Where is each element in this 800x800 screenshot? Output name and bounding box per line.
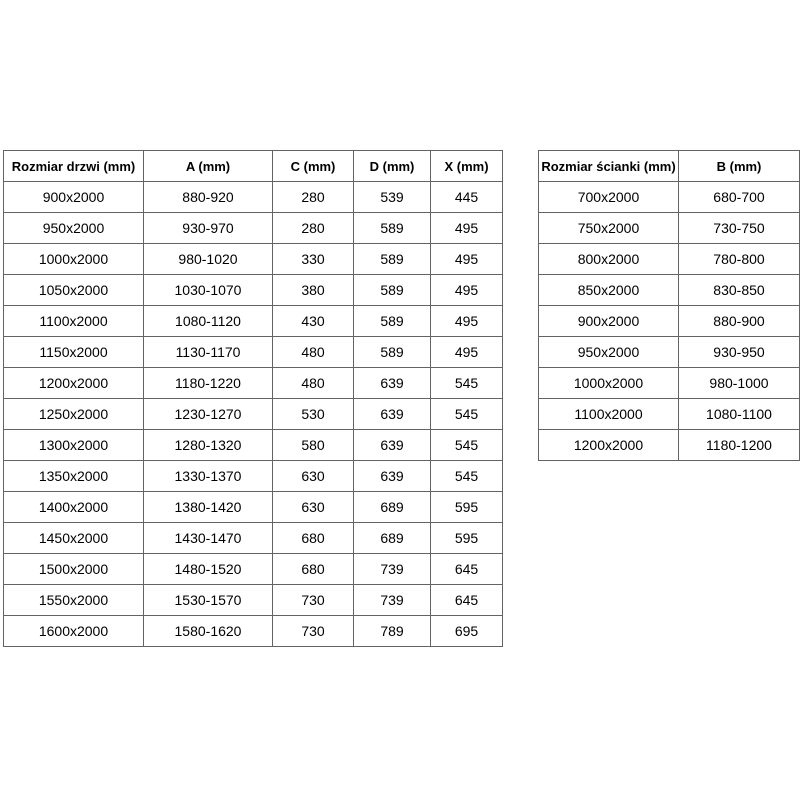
- table-cell: 800x2000: [539, 244, 679, 275]
- column-header: B (mm): [679, 151, 800, 182]
- table-cell: 1580-1620: [144, 616, 273, 647]
- table-cell: 280: [273, 182, 354, 213]
- table-row: [4, 182, 503, 213]
- table-row: [4, 244, 503, 275]
- table-row: [4, 430, 503, 461]
- table-row: [539, 213, 800, 244]
- column-header: Rozmiar drzwi (mm): [4, 151, 144, 182]
- table-row: [4, 368, 503, 399]
- table-cell: 1230-1270: [144, 399, 273, 430]
- table-cell: 739: [354, 554, 431, 585]
- wall-size-table: [538, 150, 800, 461]
- table-cell: 750x2000: [539, 213, 679, 244]
- table-cell: 330: [273, 244, 354, 275]
- table-row: [539, 399, 800, 430]
- table-row: [4, 213, 503, 244]
- table-cell: 689: [354, 492, 431, 523]
- table-cell: 495: [431, 306, 503, 337]
- table-cell: 580: [273, 430, 354, 461]
- table-cell: 680-700: [679, 182, 800, 213]
- table-cell: 950x2000: [4, 213, 144, 244]
- table-row: [539, 430, 800, 461]
- table-cell: 495: [431, 244, 503, 275]
- table-cell: 1500x2000: [4, 554, 144, 585]
- table-cell: 645: [431, 554, 503, 585]
- table-row: [539, 337, 800, 368]
- table-cell: 430: [273, 306, 354, 337]
- table-cell: 789: [354, 616, 431, 647]
- table-row: [4, 492, 503, 523]
- table-cell: 1130-1170: [144, 337, 273, 368]
- table-cell: 589: [354, 306, 431, 337]
- table-cell: 480: [273, 368, 354, 399]
- table-cell: 589: [354, 213, 431, 244]
- column-header: C (mm): [273, 151, 354, 182]
- table-cell: 1200x2000: [539, 430, 679, 461]
- table-row: [4, 461, 503, 492]
- column-header: X (mm): [431, 151, 503, 182]
- table-cell: 1300x2000: [4, 430, 144, 461]
- table-row: [4, 523, 503, 554]
- table-cell: 545: [431, 461, 503, 492]
- table-row: [4, 616, 503, 647]
- table-cell: 495: [431, 275, 503, 306]
- table-cell: 1200x2000: [4, 368, 144, 399]
- table-cell: 545: [431, 430, 503, 461]
- table-row: [539, 275, 800, 306]
- table-cell: 1350x2000: [4, 461, 144, 492]
- table-cell: 589: [354, 337, 431, 368]
- table-cell: 595: [431, 523, 503, 554]
- table-cell: 280: [273, 213, 354, 244]
- table-cell: 1030-1070: [144, 275, 273, 306]
- table-cell: 780-800: [679, 244, 800, 275]
- table-cell: 639: [354, 430, 431, 461]
- table-cell: 730-750: [679, 213, 800, 244]
- table-cell: 1000x2000: [4, 244, 144, 275]
- table-row: [539, 306, 800, 337]
- table-cell: 639: [354, 461, 431, 492]
- table-cell: 1250x2000: [4, 399, 144, 430]
- table-cell: 1050x2000: [4, 275, 144, 306]
- table-row: [4, 306, 503, 337]
- table-cell: 980-1000: [679, 368, 800, 399]
- table-cell: 980-1020: [144, 244, 273, 275]
- table-row: [4, 554, 503, 585]
- table-row: [4, 337, 503, 368]
- table-row: [539, 368, 800, 399]
- table-cell: 1150x2000: [4, 337, 144, 368]
- table-cell: 830-850: [679, 275, 800, 306]
- table-cell: 950x2000: [539, 337, 679, 368]
- table-cell: 1280-1320: [144, 430, 273, 461]
- table-cell: 689: [354, 523, 431, 554]
- table-cell: 630: [273, 492, 354, 523]
- table-cell: 545: [431, 399, 503, 430]
- table-cell: 645: [431, 585, 503, 616]
- column-header: A (mm): [144, 151, 273, 182]
- table-cell: 739: [354, 585, 431, 616]
- doors-size-table: [3, 150, 503, 647]
- table-row: [4, 585, 503, 616]
- table-cell: 1450x2000: [4, 523, 144, 554]
- table-cell: 380: [273, 275, 354, 306]
- table-cell: 700x2000: [539, 182, 679, 213]
- table-cell: 1000x2000: [539, 368, 679, 399]
- table-cell: 930-970: [144, 213, 273, 244]
- table-cell: 1180-1220: [144, 368, 273, 399]
- table-cell: 1530-1570: [144, 585, 273, 616]
- table-cell: 480: [273, 337, 354, 368]
- table-cell: 595: [431, 492, 503, 523]
- table-cell: 1600x2000: [4, 616, 144, 647]
- table-cell: 630: [273, 461, 354, 492]
- table-cell: 730: [273, 585, 354, 616]
- table-cell: 639: [354, 399, 431, 430]
- table-cell: 639: [354, 368, 431, 399]
- table-cell: 445: [431, 182, 503, 213]
- table-row: [539, 182, 800, 213]
- table-cell: 930-950: [679, 337, 800, 368]
- table-cell: 1400x2000: [4, 492, 144, 523]
- table-cell: 680: [273, 554, 354, 585]
- column-header: D (mm): [354, 151, 431, 182]
- table-cell: 1380-1420: [144, 492, 273, 523]
- table-cell: 1480-1520: [144, 554, 273, 585]
- table-cell: 1100x2000: [539, 399, 679, 430]
- table-cell: 539: [354, 182, 431, 213]
- table-cell: 1080-1120: [144, 306, 273, 337]
- table-cell: 850x2000: [539, 275, 679, 306]
- table-cell: 880-920: [144, 182, 273, 213]
- table-cell: 530: [273, 399, 354, 430]
- table-cell: 1180-1200: [679, 430, 800, 461]
- table-cell: 880-900: [679, 306, 800, 337]
- table-row: [539, 244, 800, 275]
- header-row: [4, 151, 503, 182]
- header-row: [539, 151, 800, 182]
- table-cell: 1080-1100: [679, 399, 800, 430]
- table-cell: 680: [273, 523, 354, 554]
- column-header: Rozmiar ścianki (mm): [539, 151, 679, 182]
- table-cell: 545: [431, 368, 503, 399]
- table-cell: 495: [431, 337, 503, 368]
- table-cell: 1430-1470: [144, 523, 273, 554]
- table-cell: 589: [354, 244, 431, 275]
- table-cell: 495: [431, 213, 503, 244]
- table-cell: 900x2000: [539, 306, 679, 337]
- table-row: [4, 275, 503, 306]
- table-cell: 1550x2000: [4, 585, 144, 616]
- table-cell: 1330-1370: [144, 461, 273, 492]
- table-cell: 900x2000: [4, 182, 144, 213]
- table-cell: 1100x2000: [4, 306, 144, 337]
- table-row: [4, 399, 503, 430]
- table-cell: 589: [354, 275, 431, 306]
- table-cell: 695: [431, 616, 503, 647]
- table-cell: 730: [273, 616, 354, 647]
